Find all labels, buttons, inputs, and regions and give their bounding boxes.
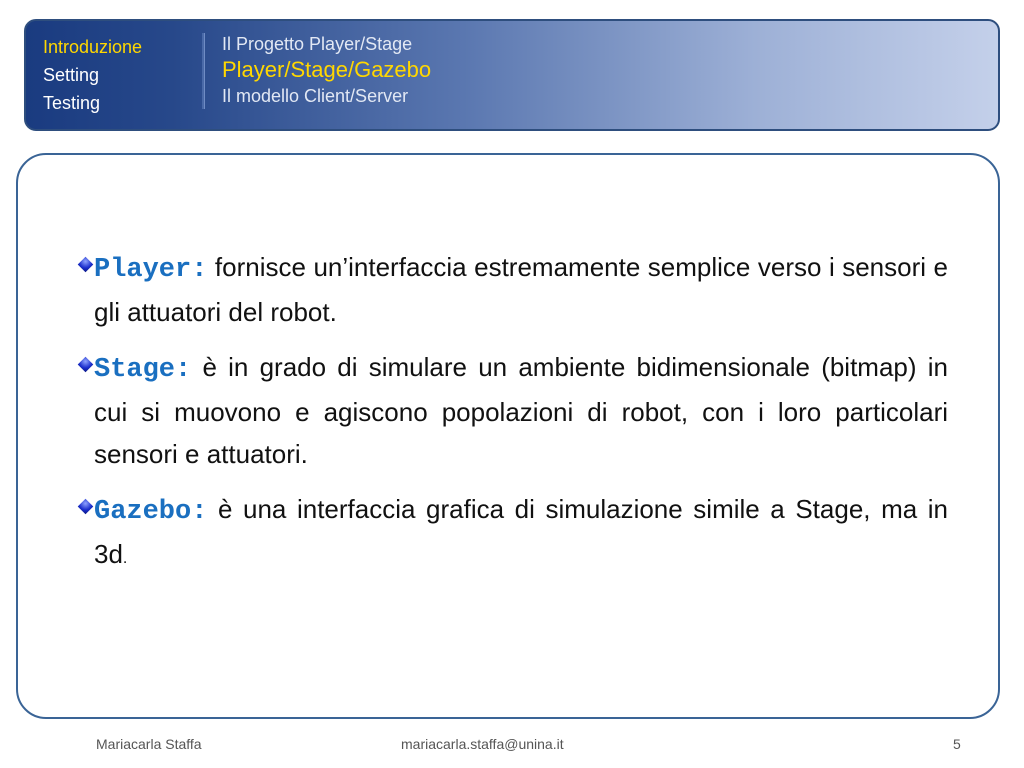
diamond-bullet-icon [78,499,94,515]
nav-subsection-client-server[interactable]: Il modello Client/Server [222,86,409,106]
bullet-term: Gazebo: [94,497,208,527]
bullet-term: Player: [94,255,208,285]
bullet-player [78,246,948,333]
bullet-term: Stage: [94,355,192,385]
nav-subsection-progetto[interactable]: Il Progetto Player/Stage [222,34,413,54]
nav-section-testing[interactable]: Testing [43,93,101,113]
diamond-bullet-icon [78,257,94,273]
bullet-list [78,246,948,593]
diamond-bullet-icon [78,357,94,373]
bullet-stage [78,346,948,475]
nav-subsection-gazebo[interactable]: Player/Stage/Gazebo [222,57,432,82]
bullet-gazebo [78,488,948,580]
nav-section-setting[interactable]: Setting [43,65,100,85]
bullet-suffix: . [122,550,128,567]
section-nav [43,33,142,117]
footer-author: Mariacarla Staffa [96,736,202,752]
footer-email: mariacarla.staffa@unina.it [401,736,564,752]
bullet-text: è in grado di simulare un ambiente bidimensionale (bitmap) in cui si muovono e agiscono popolazioni di robot, con i loro particolari sensori e attuatori. [94,352,948,469]
nav-divider [202,33,205,109]
subsection-nav [222,33,431,107]
bullet-text: fornisce un’interfaccia estremamente semplice verso i sensori e gli attuatori del robot. [94,252,948,327]
slide-header [24,19,1000,131]
page-number: 5 [953,736,961,752]
nav-section-introduzione[interactable]: Introduzione [43,37,143,57]
bullet-text: è una interfaccia grafica di simulazione simile a Stage, ma in 3d [94,494,948,569]
